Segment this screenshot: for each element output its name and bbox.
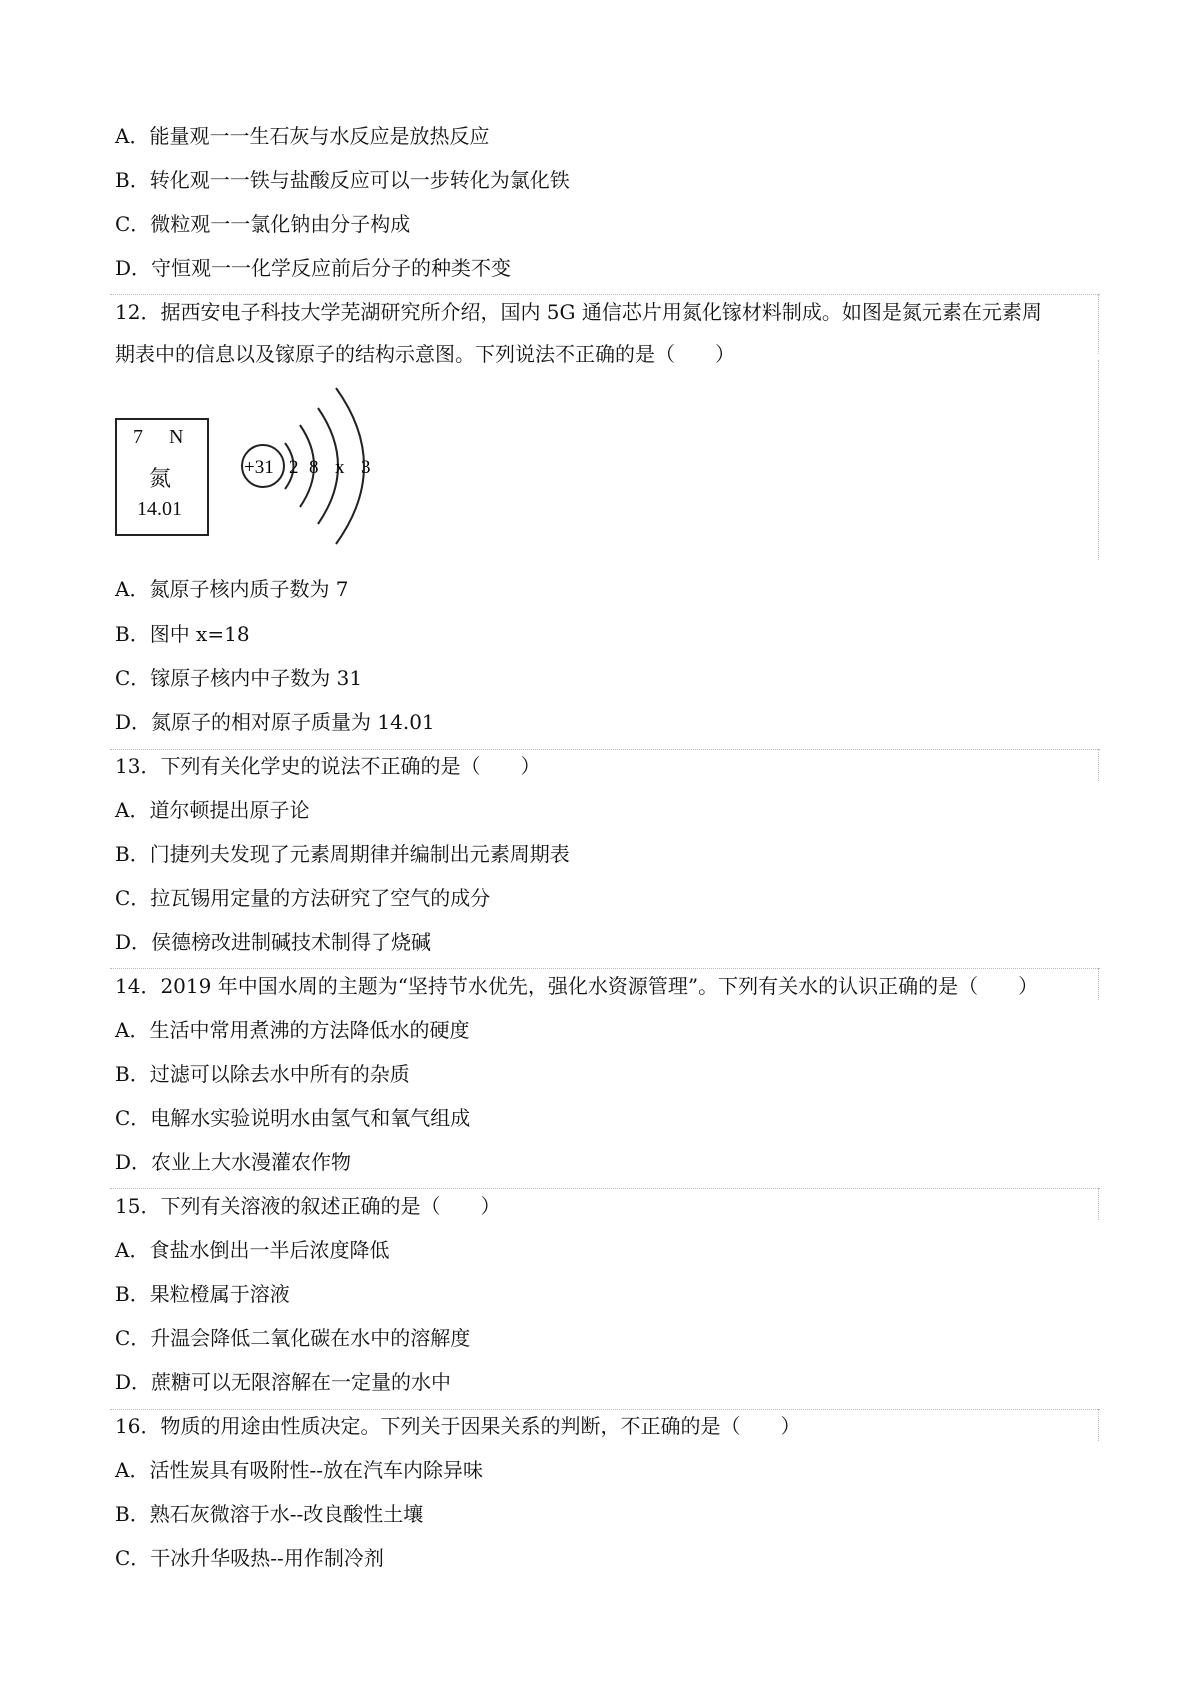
q12-option-a: A．氮原子核内质子数为 7 (115, 577, 349, 601)
q12-option-c: C．镓原子核内中子数为 31 (115, 666, 363, 690)
q11-option-d: D．守恒观一一化学反应前后分子的种类不变 (115, 256, 512, 280)
q14-option-d: D．农业上大水漫灌农作物 (115, 1150, 352, 1174)
q13-option-d: D．侯德榜改进制碱技术制得了烧碱 (115, 930, 432, 954)
q11-option-b: B．转化观一一铁与盐酸反应可以一步转化为氯化铁 (115, 168, 570, 192)
separator (110, 968, 1100, 969)
q15-option-d: D．蔗糖可以无限溶解在一定量的水中 (115, 1370, 452, 1394)
atomic-number: 7 (133, 426, 143, 448)
q13-option-b: B．门捷列夫发现了元素周期律并编制出元素周期表 (115, 842, 570, 866)
separator (1098, 1188, 1099, 1220)
separator (110, 1409, 1100, 1410)
q11-option-c: C．微粒观一一氯化钠由分子构成 (115, 212, 411, 236)
separator (110, 1188, 1100, 1189)
q11-option-a: A．能量观一一生石灰与水反应是放热反应 (115, 124, 490, 148)
atomic-mass: 14.01 (137, 498, 182, 520)
q14-option-b: B．过滤可以除去水中所有的杂质 (115, 1062, 410, 1086)
q12-option-d: D．氮原子的相对原子质量为 14.01 (115, 710, 435, 734)
element-name: 氮 (149, 467, 172, 492)
separator (1098, 294, 1099, 354)
separator (1098, 360, 1099, 560)
separator (110, 294, 1100, 295)
q14-stem: 14．2019 年中国水周的主题为“坚持节水优先，强化水资源管理”。下列有关水的认识正确的是（ ） (115, 974, 1039, 998)
separator (110, 749, 1100, 750)
separator (1098, 1409, 1099, 1441)
atom-structure-diagram (230, 370, 490, 555)
element-symbol: N (169, 426, 184, 448)
q13-stem: 13．下列有关化学史的说法不正确的是（ ） (115, 754, 541, 778)
q15-option-c: C．升温会降低二氧化碳在水中的溶解度 (115, 1326, 471, 1350)
q15-option-b: B．果粒橙属于溶液 (115, 1282, 290, 1306)
q14-option-c: C．电解水实验说明水由氢气和氧气组成 (115, 1106, 471, 1130)
separator (1098, 968, 1099, 1000)
q16-option-a: A．活性炭具有吸附性--放在汽车内除异味 (115, 1458, 483, 1482)
q16-option-b: B．熟石灰微溶于水--改良酸性土壤 (115, 1502, 424, 1526)
q16-stem: 16．物质的用途由性质决定。下列关于因果关系的判断，不正确的是（ ） (115, 1414, 801, 1438)
q15-option-a: A．食盐水倒出一半后浓度降低 (115, 1238, 390, 1262)
shell-electrons-4: 3 (361, 457, 371, 478)
q12-stem-line2: 期表中的信息以及镓原子的结构示意图。下列说法不正确的是（ ） (115, 342, 735, 366)
q14-option-a: A．生活中常用煮沸的方法降低水的硬度 (115, 1018, 470, 1042)
q13-option-a: A．道尔顿提出原子论 (115, 798, 310, 822)
nucleus-charge: +31 (244, 457, 274, 478)
shell-electrons-3: x (335, 457, 345, 478)
q12-stem-line1: 12．据西安电子科技大学芜湖研究所介绍，国内 5G 通信芯片用氮化镓材料制成。如图是氮元素在元素周 (115, 300, 1042, 324)
q13-option-c: C．拉瓦锡用定量的方法研究了空气的成分 (115, 886, 491, 910)
q16-option-c: C．干冰升华吸热--用作制冷剂 (115, 1546, 384, 1570)
shell-electrons-2: 8 (309, 457, 319, 478)
element-card (115, 418, 209, 536)
separator (1098, 749, 1099, 781)
q15-stem: 15．下列有关溶液的叙述正确的是（ ） (115, 1194, 501, 1218)
shell-electrons-1: 2 (289, 457, 299, 478)
q12-option-b: B．图中 x=18 (115, 622, 250, 646)
